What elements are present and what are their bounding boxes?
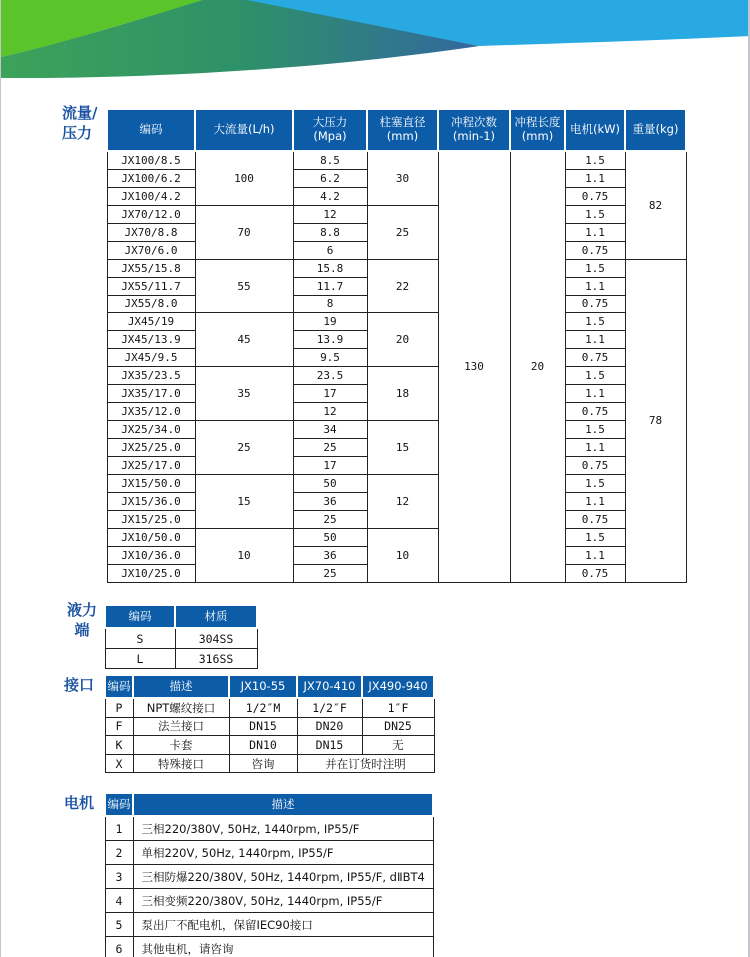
- cell-max-pressure: 36: [293, 492, 367, 510]
- cell-max-pressure: 9.5: [293, 349, 367, 367]
- table-row: [105, 628, 257, 649]
- motor-table-body: [105, 816, 433, 957]
- cell-motor-power: 0.75: [565, 241, 625, 259]
- flow-table-row: [107, 367, 686, 385]
- section-flow-pressure: [106, 108, 687, 583]
- column-header: [367, 109, 438, 151]
- column-header: [297, 675, 362, 698]
- cell-max-pressure: 25: [293, 510, 367, 528]
- cell-max-pressure: 8: [293, 295, 367, 313]
- cell-code: JX35/23.5: [107, 367, 195, 385]
- flow-table-row: [107, 421, 686, 439]
- cell-motor-power: 1.1: [565, 546, 625, 564]
- cell-max-pressure: 12: [293, 403, 367, 421]
- cell-motor-power: 0.75: [565, 403, 625, 421]
- table-row: [105, 754, 434, 773]
- cell-code: JX100/4.2: [107, 187, 195, 205]
- cell: 卡套: [133, 736, 229, 755]
- cell-code: JX70/8.8: [107, 223, 195, 241]
- cell-motor-power: 0.75: [565, 456, 625, 474]
- column-header: [438, 109, 510, 151]
- cell-code: JX45/19: [107, 313, 195, 331]
- cell: 并在订货时注明: [297, 754, 434, 773]
- section-label-line: 流量/: [62, 104, 98, 122]
- cell-motor-power: 0.75: [565, 349, 625, 367]
- column-header-line: 材质: [204, 608, 228, 623]
- hydraulic-end-table: [104, 604, 258, 669]
- cell-code: JX25/25.0: [107, 439, 195, 457]
- interface-table: [104, 674, 435, 773]
- table-row: [105, 865, 433, 889]
- column-header-line: (min-1): [452, 129, 496, 143]
- column-header-line: (Mpa): [313, 129, 347, 143]
- cell-stroke-length: 20: [510, 151, 565, 582]
- cell-code: JX15/50.0: [107, 474, 195, 492]
- flow-table-row: [107, 528, 686, 546]
- cell: L: [105, 649, 175, 669]
- column-header-line: 编码: [107, 678, 131, 693]
- cell-code: JX35/12.0: [107, 403, 195, 421]
- table-row: [105, 816, 433, 841]
- cell-motor-power: 1.5: [565, 421, 625, 439]
- column-header-line: 描述: [271, 796, 295, 811]
- cell: DN15: [229, 717, 297, 736]
- section-label-line: 端: [74, 620, 90, 639]
- cell: 特殊接口: [133, 754, 229, 773]
- cell-max-flow: 70: [195, 205, 293, 259]
- cell-max-pressure: 13.9: [293, 331, 367, 349]
- cell-motor-power: 1.1: [565, 277, 625, 295]
- column-header-line: 冲程次数: [451, 115, 497, 130]
- cell-max-pressure: 25: [293, 439, 367, 457]
- cell-max-pressure: 50: [293, 528, 367, 546]
- cell-code: JX55/8.0: [107, 295, 195, 313]
- column-header-line: (mm): [386, 129, 419, 143]
- hydraulic-end-table-body: [105, 628, 257, 669]
- cell-motor-power: 1.5: [565, 313, 625, 331]
- cell-code: JX100/6.2: [107, 169, 195, 187]
- cell: 3: [105, 865, 133, 889]
- flow-table-row: [107, 313, 686, 331]
- cell-motor-power: 0.75: [565, 187, 625, 205]
- cell-motor-power: 1.1: [565, 385, 625, 403]
- flow-pressure-table: [106, 108, 687, 583]
- flow-table-row: [107, 151, 686, 169]
- cell: 法兰接口: [133, 717, 229, 736]
- column-header-line: 大压力: [312, 115, 348, 130]
- cell: 2: [105, 841, 133, 865]
- hydraulic-end-table-header: [105, 605, 257, 628]
- column-header: [510, 109, 565, 151]
- cell-code: JX10/50.0: [107, 528, 195, 546]
- column-header-line: 冲程长度: [514, 115, 561, 130]
- cell-motor-power: 1.5: [565, 367, 625, 385]
- column-header: [195, 109, 293, 151]
- cell: DN10: [229, 736, 297, 755]
- cell: 无: [362, 736, 434, 755]
- cell-plunger-diameter: 22: [367, 259, 438, 313]
- cell: 6: [105, 937, 133, 957]
- flow-table-body: [107, 151, 686, 582]
- cell-max-flow: 100: [195, 151, 293, 205]
- column-header-line: 编码: [139, 122, 163, 137]
- cell: DN15: [297, 736, 362, 755]
- column-header-line: 柱塞直径: [379, 115, 426, 130]
- cell: P: [105, 698, 133, 717]
- column-header-line: 描述: [169, 678, 193, 693]
- cell-max-pressure: 6.2: [293, 169, 367, 187]
- motor-table: [104, 792, 434, 957]
- cell-code: JX25/34.0: [107, 421, 195, 439]
- cell-motor-power: 1.1: [565, 331, 625, 349]
- column-header: [105, 793, 133, 816]
- cell-max-pressure: 15.8: [293, 259, 367, 277]
- cell-motor-power: 0.75: [565, 510, 625, 528]
- column-header: [362, 675, 434, 698]
- cell: 304SS: [175, 628, 257, 649]
- cell-max-pressure: 36: [293, 546, 367, 564]
- column-header: [105, 675, 133, 698]
- cell: 三相220/380V, 50Hz, 1440rpm, IP55/F: [133, 816, 433, 841]
- column-header: [107, 109, 195, 151]
- cell-motor-power: 1.1: [565, 439, 625, 457]
- flow-table-row: [107, 259, 686, 277]
- cell-motor-power: 1.5: [565, 151, 625, 169]
- cell-max-pressure: 11.7: [293, 277, 367, 295]
- cell-code: JX70/6.0: [107, 241, 195, 259]
- interface-table-header: [105, 675, 434, 698]
- cell-code: JX10/25.0: [107, 564, 195, 582]
- cell-motor-power: 1.5: [565, 205, 625, 223]
- cell-max-flow: 55: [195, 259, 293, 313]
- column-header-line: 编码: [128, 608, 152, 623]
- header-banner-graphic: [1, 0, 750, 95]
- table-row: [105, 889, 433, 913]
- cell: K: [105, 736, 133, 755]
- cell: 1″F: [362, 698, 434, 717]
- cell: 单相220V, 50Hz, 1440rpm, IP55/F: [133, 841, 433, 865]
- cell-motor-power: 1.5: [565, 474, 625, 492]
- cell: 5: [105, 913, 133, 937]
- column-header-line: 编码: [107, 796, 131, 811]
- cell-plunger-diameter: 25: [367, 205, 438, 259]
- cell-max-pressure: 8.5: [293, 151, 367, 169]
- cell-motor-power: 1.5: [565, 259, 625, 277]
- section-motor: [104, 792, 434, 957]
- section-label-line: 接口: [64, 676, 95, 694]
- table-row: [105, 649, 257, 669]
- column-header: [625, 109, 686, 151]
- cell-motor-power: 1.1: [565, 492, 625, 510]
- flow-table-header: [107, 109, 686, 151]
- cell-code: JX15/36.0: [107, 492, 195, 510]
- column-header-line: JX490-940: [368, 678, 428, 693]
- cell-code: JX55/15.8: [107, 259, 195, 277]
- section-label-line: 压力: [62, 123, 93, 142]
- column-header: [229, 675, 297, 698]
- column-header: [293, 109, 367, 151]
- cell-code: JX35/17.0: [107, 385, 195, 403]
- cell-max-flow: 15: [195, 474, 293, 528]
- section-label-line: 电机: [64, 794, 95, 812]
- cell-motor-power: 0.75: [565, 564, 625, 582]
- cell: 316SS: [175, 649, 257, 669]
- cell-weight: 78: [625, 259, 686, 582]
- cell-code: JX70/12.0: [107, 205, 195, 223]
- table-row: [105, 913, 433, 937]
- interface-table-body: [105, 698, 434, 773]
- cell-max-pressure: 8.8: [293, 223, 367, 241]
- cell-max-pressure: 25: [293, 564, 367, 582]
- cell-max-pressure: 19: [293, 313, 367, 331]
- cell: 1/2″F: [297, 698, 362, 717]
- cell-max-flow: 10: [195, 528, 293, 582]
- cell-code: JX25/17.0: [107, 456, 195, 474]
- cell-stroke-frequency: 130: [438, 151, 510, 582]
- cell-code: JX45/13.9: [107, 331, 195, 349]
- column-header: [133, 793, 433, 816]
- cell: 咨询: [229, 754, 297, 773]
- cell: 4: [105, 889, 133, 913]
- cell-max-pressure: 50: [293, 474, 367, 492]
- column-header: [175, 605, 257, 628]
- cell-code: JX45/9.5: [107, 349, 195, 367]
- column-header: [133, 675, 229, 698]
- table-row: [105, 717, 434, 736]
- section-label-hydraulic-end: [64, 601, 100, 640]
- cell: NPT螺纹接口: [133, 698, 229, 717]
- cell-plunger-diameter: 18: [367, 367, 438, 421]
- column-header-line: 重量(kg): [632, 122, 679, 137]
- cell-plunger-diameter: 10: [367, 528, 438, 582]
- cell-max-pressure: 4.2: [293, 187, 367, 205]
- cell: F: [105, 717, 133, 736]
- motor-table-header: [105, 793, 433, 816]
- cell-motor-power: 1.1: [565, 169, 625, 187]
- column-header-line: (mm): [521, 129, 554, 143]
- cell-plunger-diameter: 20: [367, 313, 438, 367]
- cell: 泵出厂不配电机，保留IEC90接口: [133, 913, 433, 937]
- table-row: [105, 698, 434, 717]
- table-row: [105, 937, 433, 957]
- cell-weight: 82: [625, 151, 686, 259]
- cell-max-pressure: 17: [293, 456, 367, 474]
- cell: 三相变频220/380V, 50Hz, 1440rpm, IP55/F: [133, 889, 433, 913]
- section-label-line: 液力: [66, 601, 97, 619]
- cell-max-pressure: 17: [293, 385, 367, 403]
- column-header-line: 电机(kW): [569, 122, 620, 137]
- cell: 1: [105, 816, 133, 841]
- table-row: [105, 841, 433, 865]
- cell: DN25: [362, 717, 434, 736]
- cell-motor-power: 1.5: [565, 528, 625, 546]
- table-row: [105, 736, 434, 755]
- column-header-line: 大流量(L/h): [213, 122, 275, 137]
- section-label-interface: [64, 676, 94, 696]
- section-label-flow-pressure: [62, 104, 97, 143]
- cell-max-flow: 25: [195, 421, 293, 475]
- column-header: [105, 605, 175, 628]
- column-header-line: JX10-55: [240, 678, 286, 693]
- cell-max-flow: 45: [195, 313, 293, 367]
- flow-table-row: [107, 474, 686, 492]
- column-header: [565, 109, 625, 151]
- cell-code: JX100/8.5: [107, 151, 195, 169]
- cell: 1/2″M: [229, 698, 297, 717]
- cell-max-pressure: 12: [293, 205, 367, 223]
- cell-plunger-diameter: 15: [367, 421, 438, 475]
- cell-code: JX15/25.0: [107, 510, 195, 528]
- section-label-motor: [64, 794, 94, 814]
- cell-max-pressure: 34: [293, 421, 367, 439]
- cell: 其他电机，请咨询: [133, 937, 433, 957]
- section-interface: [104, 674, 435, 773]
- cell: DN20: [297, 717, 362, 736]
- cell: X: [105, 754, 133, 773]
- cell: S: [105, 628, 175, 649]
- cell-max-flow: 35: [195, 367, 293, 421]
- section-hydraulic-end: [104, 604, 258, 669]
- cell-max-pressure: 6: [293, 241, 367, 259]
- cell-plunger-diameter: 12: [367, 474, 438, 528]
- column-header-line: JX70-410: [303, 678, 356, 693]
- cell-motor-power: 1.1: [565, 223, 625, 241]
- flow-table-row: [107, 205, 686, 223]
- cell-code: JX55/11.7: [107, 277, 195, 295]
- cell-plunger-diameter: 30: [367, 151, 438, 205]
- cell-max-pressure: 23.5: [293, 367, 367, 385]
- cell-code: JX10/36.0: [107, 546, 195, 564]
- cell: 三相防爆220/380V, 50Hz, 1440rpm, IP55/F, dⅡBT4: [133, 865, 433, 889]
- cell-motor-power: 0.75: [565, 295, 625, 313]
